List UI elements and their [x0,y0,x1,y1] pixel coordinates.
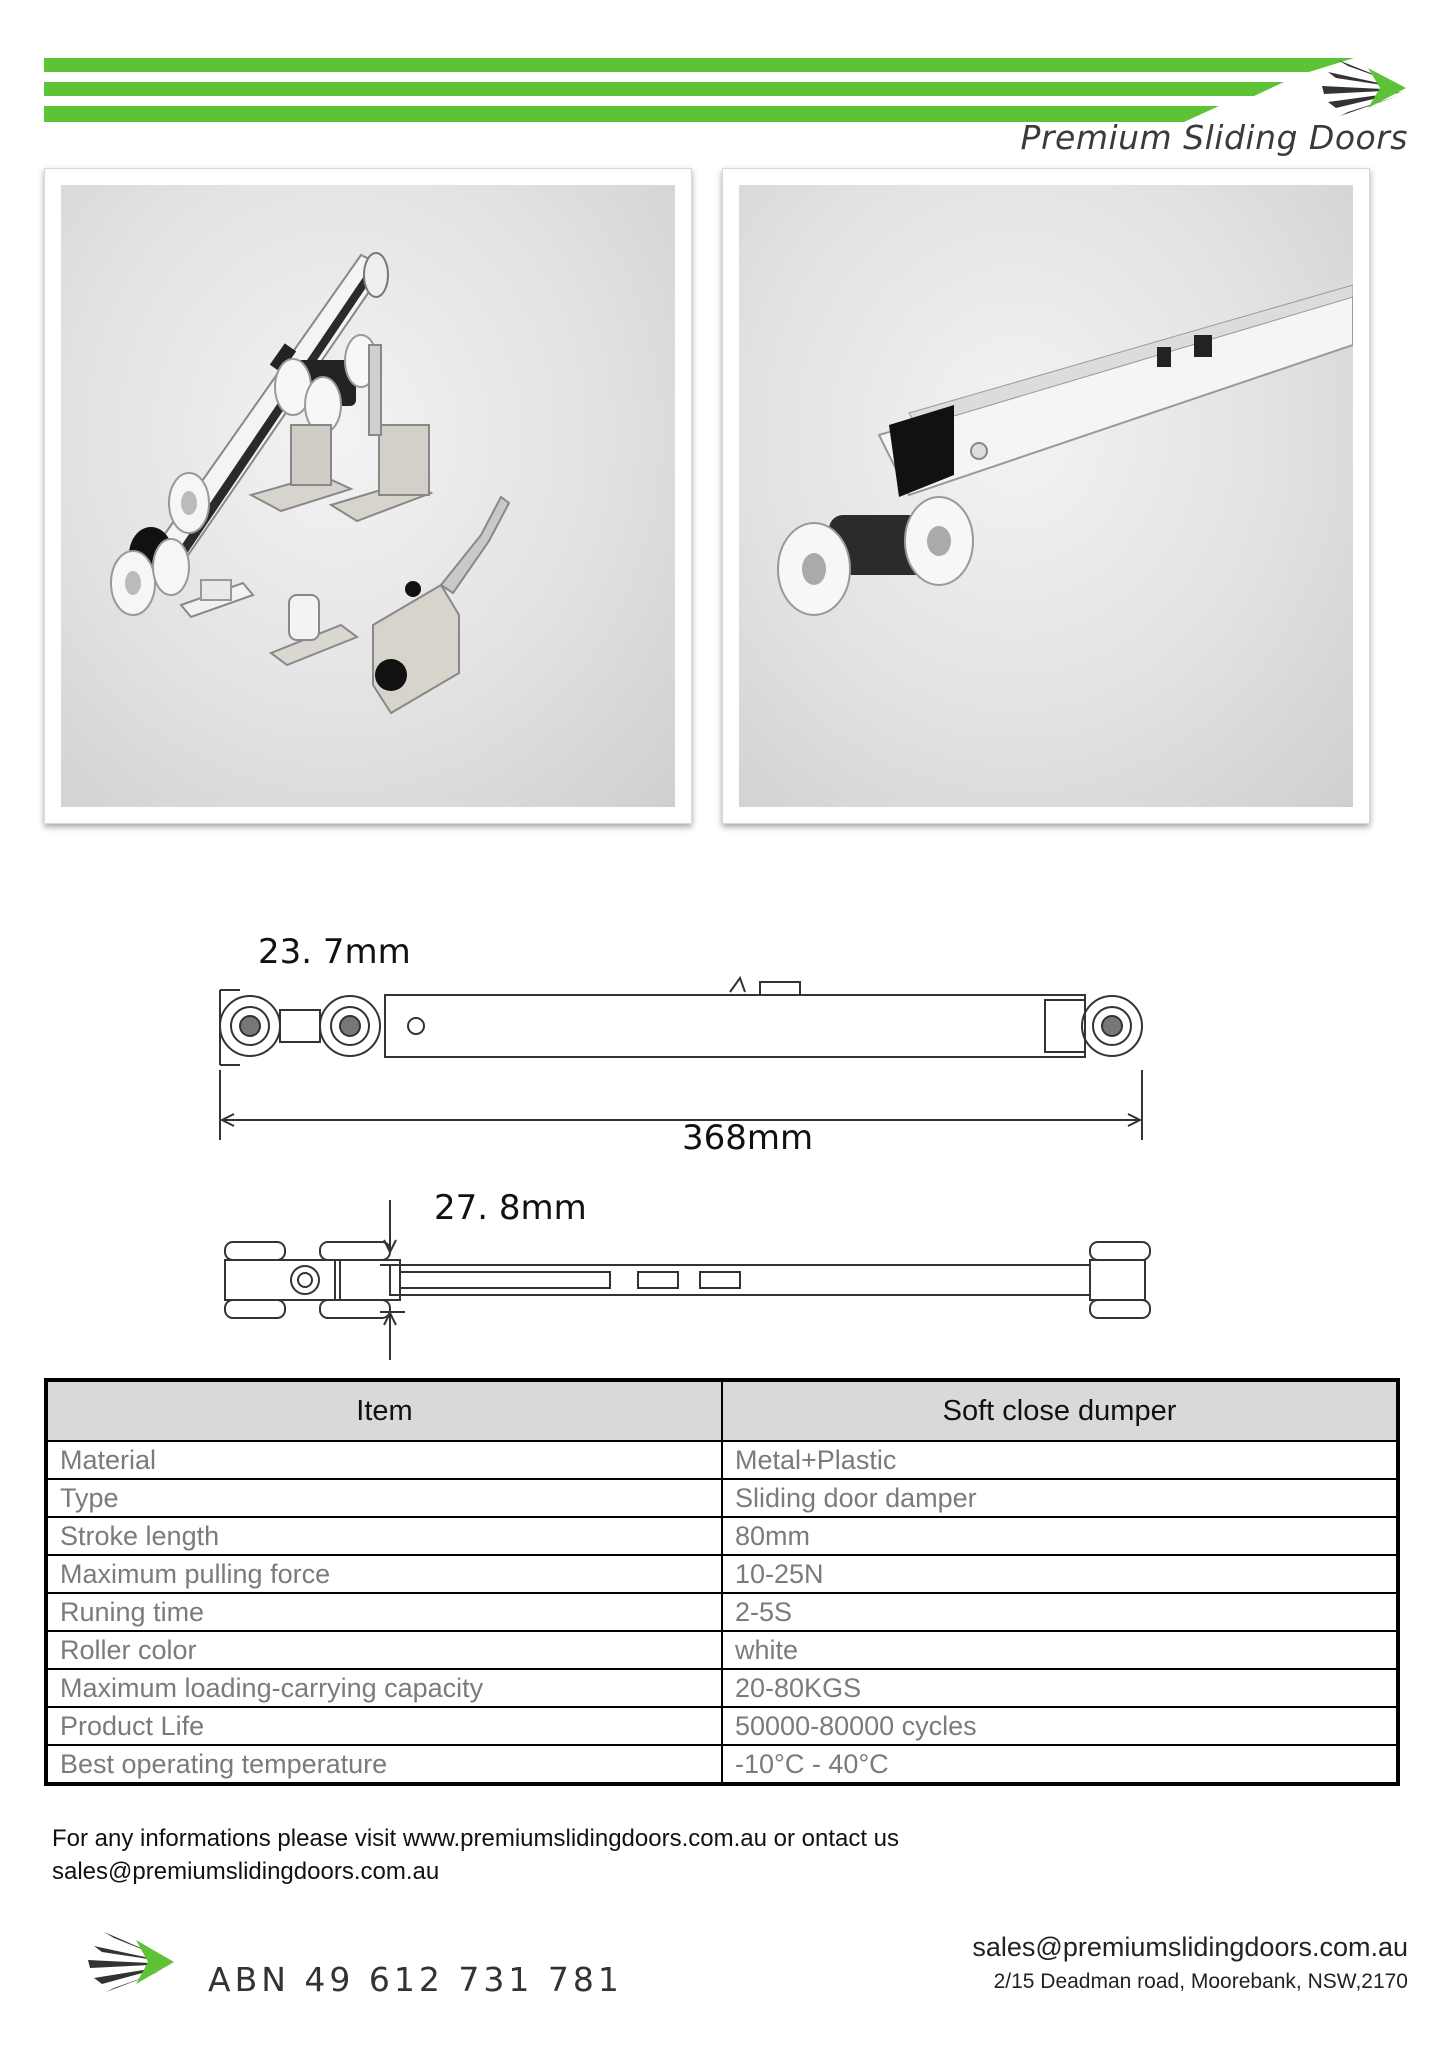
damper-kit-components-photo [44,168,692,824]
row-value: 2-5S [722,1593,1398,1631]
table-row [46,1593,1398,1631]
top-view-drawing [220,978,1142,1140]
striped-fan-logo-icon [84,1926,176,1998]
row-value: Sliding door damper [722,1479,1398,1517]
contact-note-line2: sales@premiumslidingdoors.com.au [52,1858,440,1885]
profile-height-dimension: 27. 8mm [434,1188,587,1228]
row-value: -10°C - 40°C [722,1745,1398,1784]
table-row [46,1555,1398,1593]
row-value: Metal+Plastic [722,1441,1398,1479]
row-value: white [722,1631,1398,1669]
row-label: Type [46,1479,722,1517]
assembled-closeup-illustration [739,185,1353,807]
spec-table-header [46,1380,1398,1441]
row-value: 80mm [722,1517,1398,1555]
table-row [46,1707,1398,1745]
row-label: Stroke length [46,1517,722,1555]
striped-fan-logo-icon [1318,56,1410,120]
row-label: Product Life [46,1707,722,1745]
side-view-drawing [225,1200,1150,1360]
table-row [46,1441,1398,1479]
table-row [46,1479,1398,1517]
overall-length-dimension: 368mm [682,1118,814,1158]
roller-width-dimension: 23. 7mm [258,932,411,972]
header-item: Item [46,1380,722,1441]
row-label: Runing time [46,1593,722,1631]
row-value: 50000-80000 cycles [722,1707,1398,1745]
row-label: Maximum loading-carrying capacity [46,1669,722,1707]
row-label: Best operating temperature [46,1745,722,1784]
contact-note [52,1822,899,1888]
table-row [46,1745,1398,1784]
row-label: Maximum pulling force [46,1555,722,1593]
damper-assembled-closeup-photo [722,168,1370,824]
footer-email[interactable]: sales@premiumslidingdoors.com.au [972,1932,1408,1962]
contact-note-line1: For any informations please visit www.premiumslidingdoors.com.au or ontact us [52,1825,900,1852]
header-product: Soft close dumper [722,1380,1398,1441]
brand-name: Premium Sliding Doors [1020,118,1408,157]
row-label: Roller color [46,1631,722,1669]
abn-number: ABN 49 612 731 781 [208,1960,623,1999]
row-label: Material [46,1441,722,1479]
table-row [46,1517,1398,1555]
kit-components-illustration [61,185,675,807]
table-row [46,1631,1398,1669]
spec-table [44,1378,1400,1786]
table-row [46,1669,1398,1707]
row-value: 10-25N [722,1555,1398,1593]
footer-address: 2/15 Deadman road, Moorebank, NSW,2170 [993,1970,1408,1993]
row-value: 20-80KGS [722,1669,1398,1707]
